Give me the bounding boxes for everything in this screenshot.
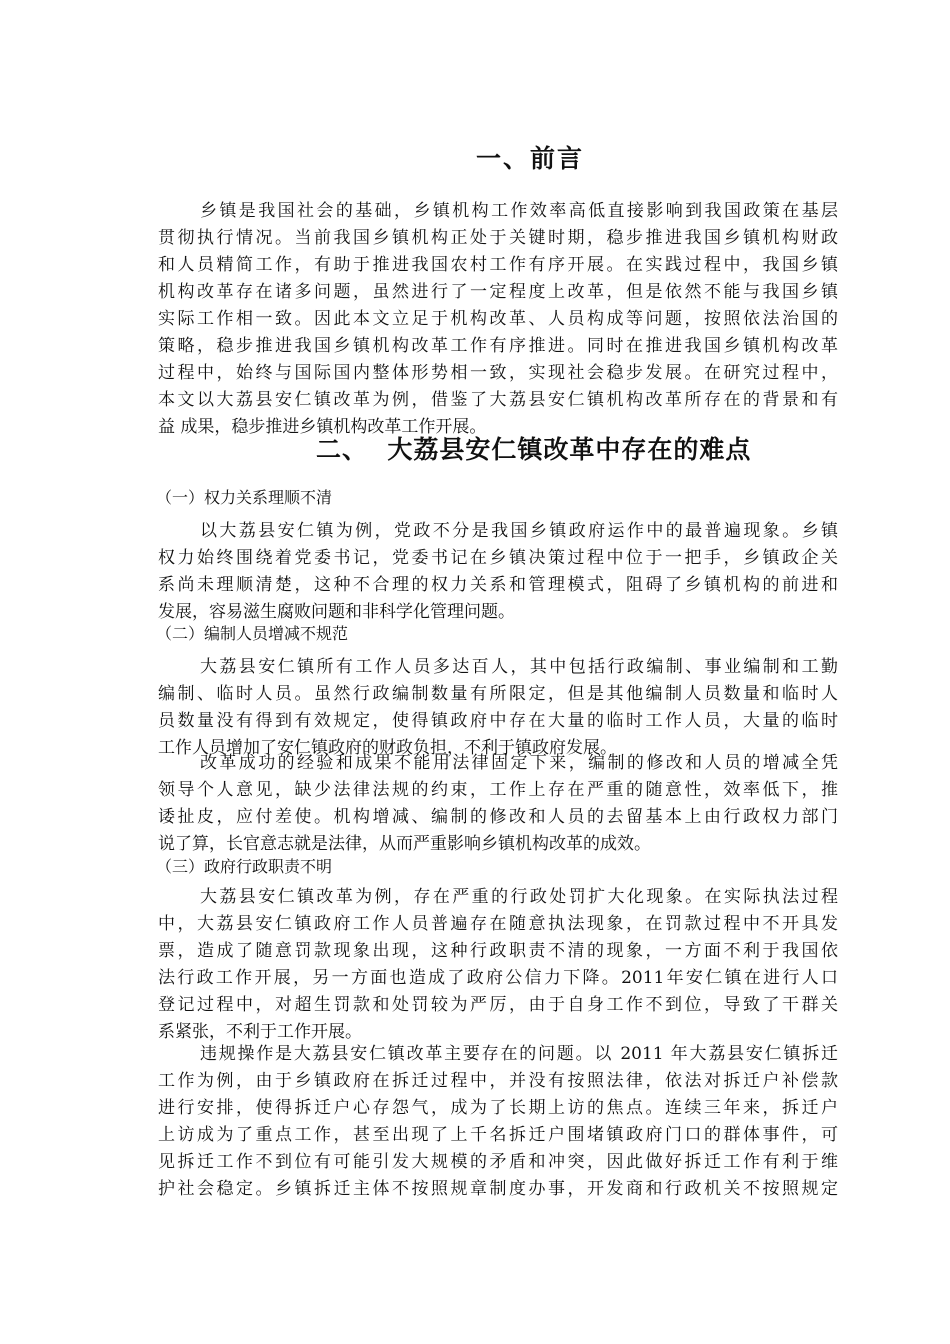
text-line: 中，大荔县安仁镇政府工作人员普遍存在随意执法现象，在罚款过程中不开具发 [158, 914, 838, 934]
text-line: 员数量没有得到有效规定，使得镇政府中存在大量的临时工作人员，大量的临时 [158, 711, 838, 731]
text-line: 说了算，长官意志就是法律，从而严重影响乡镇机构改革的成效。 [158, 834, 651, 854]
text-line: 大荔县安仁镇所有工作人员多达百人，其中包括行政编制、事业编制和工勤 [200, 657, 838, 677]
text-line: 权力始终围绕着党委书记，党委书记在乡镇决策过程中位于一把手，乡镇政企关 [158, 548, 838, 568]
text-line: 见拆迁工作不到位有可能引发大规模的矛盾和冲突，因此做好拆迁工作有利于维 [158, 1152, 838, 1172]
text-line: 系紧张，不利于工作开展。 [158, 1022, 362, 1042]
text-line: 本文以大荔县安仁镇改革为例，借鉴了大荔县安仁镇机构改革所存在的背景和有 [158, 390, 838, 410]
paragraph-reform-experience [158, 750, 838, 858]
text-line: 违规操作是大荔县安仁镇改革主要存在的问题。以 2011 年大荔县安仁镇拆迁 [200, 1044, 838, 1064]
text-line: 贯彻执行情况。当前我国乡镇机构正处于关键时期，稳步推进我国乡镇机构财政 [158, 228, 838, 248]
section-heading-preface: 一、前言 [475, 144, 584, 173]
intro-paragraph [158, 198, 838, 441]
text-line: 登记过程中，对超生罚款和处罚较为严厉，由于自身工作不到位，导致了干群关 [158, 995, 838, 1015]
text-line: 大荔县安仁镇改革为例，存在严重的行政处罚扩大化现象。在实际执法过程 [200, 887, 838, 907]
text-line: 和人员精简工作，有助于推进我国农村工作有序开展。在实践过程中，我国乡镇 [158, 255, 838, 275]
text-line: 护社会稳定。乡镇拆迁主体不按照规章制度办事，开发商和行政机关不按照规定 [158, 1179, 838, 1199]
subheading-duties: （三）政府行政职责不明 [156, 857, 333, 876]
text-line: 乡镇是我国社会的基础，乡镇机构工作效率高低直接影响到我国政策在基层 [200, 201, 838, 221]
text-line: 领导个人意见，缺少法律法规的约束，工作上存在严重的随意性，效率低下，推 [158, 780, 838, 800]
text-line: 编制、临时人员。虽然行政编制数量有所限定，但是其他编制人员数量和临时人 [158, 684, 838, 704]
text-line: 实际工作相一致。因此本文立足于机构改革、人员构成等问题，按照依法治国的 [158, 309, 838, 329]
text-line: 系尚未理顺清楚，这种不合理的权力关系和管理模式，阻碍了乡镇机构的前进和 [158, 575, 838, 595]
paragraph-power-relations [158, 518, 838, 626]
paragraph-violations [158, 1041, 838, 1203]
subheading-staffing: （二）编制人员增减不规范 [156, 624, 349, 643]
text-line: 过程中，始终与国际国内整体形势相一致，实现社会稳步发展。在研究过程中， [158, 363, 838, 383]
text-line: 改革成功的经验和成果不能用法律固定下来，编制的修改和人员的增减全凭 [200, 753, 838, 773]
text-line: 法行政工作开展，另一方面也造成了政府公信力下降。2011年安仁镇在进行人口 [158, 968, 838, 988]
text-line: 以大荔县安仁镇为例，党政不分是我国乡镇政府运作中的最普遍现象。乡镇 [200, 521, 838, 541]
text-line: 票，造成了随意罚款现象出现，这种行政职责不清的现象，一方面不利于我国依 [158, 941, 838, 961]
text-line: 上访成为了重点工作，甚至出现了上千名拆迁户围堵镇政府门口的群体事件，可 [158, 1125, 838, 1145]
text-line: 策略，稳步推进我国乡镇机构改革工作有序推进。同时在推进我国乡镇机构改革 [158, 336, 838, 356]
text-line: 工作人员增加了安仁镇政府的财政负担，不利于镇政府发展。 [158, 738, 617, 758]
text-line: 诿扯皮，应付差使。机构增减、编制的修改和人员的去留基本上由行政权力部门 [158, 807, 838, 827]
section-heading-difficulties: 二、 大荔县安仁镇改革中存在的难点 [316, 435, 752, 464]
text-line: 进行安排，使得拆迁户心存怨气，成为了长期上访的焦点。连续三年来，拆迁户 [158, 1098, 838, 1118]
text-line: 发展，容易滋生腐败问题和非科学化管理问题。 [158, 602, 515, 622]
paragraph-duties [158, 884, 838, 1046]
text-line: 机构改革存在诸多问题，虽然进行了一定程度上改革，但是依然不能与我国乡镇 [158, 282, 838, 302]
text-line: 工作为例，由于乡镇政府在拆迁过程中，并没有按照法律，依法对拆迁户补偿款 [158, 1071, 838, 1091]
text-line: 益 成果，稳步推进乡镇机构改革工作开展。 [158, 417, 487, 437]
paragraph-staffing [158, 654, 838, 762]
subheading-power-relations: （一）权力关系理顺不清 [156, 488, 333, 507]
